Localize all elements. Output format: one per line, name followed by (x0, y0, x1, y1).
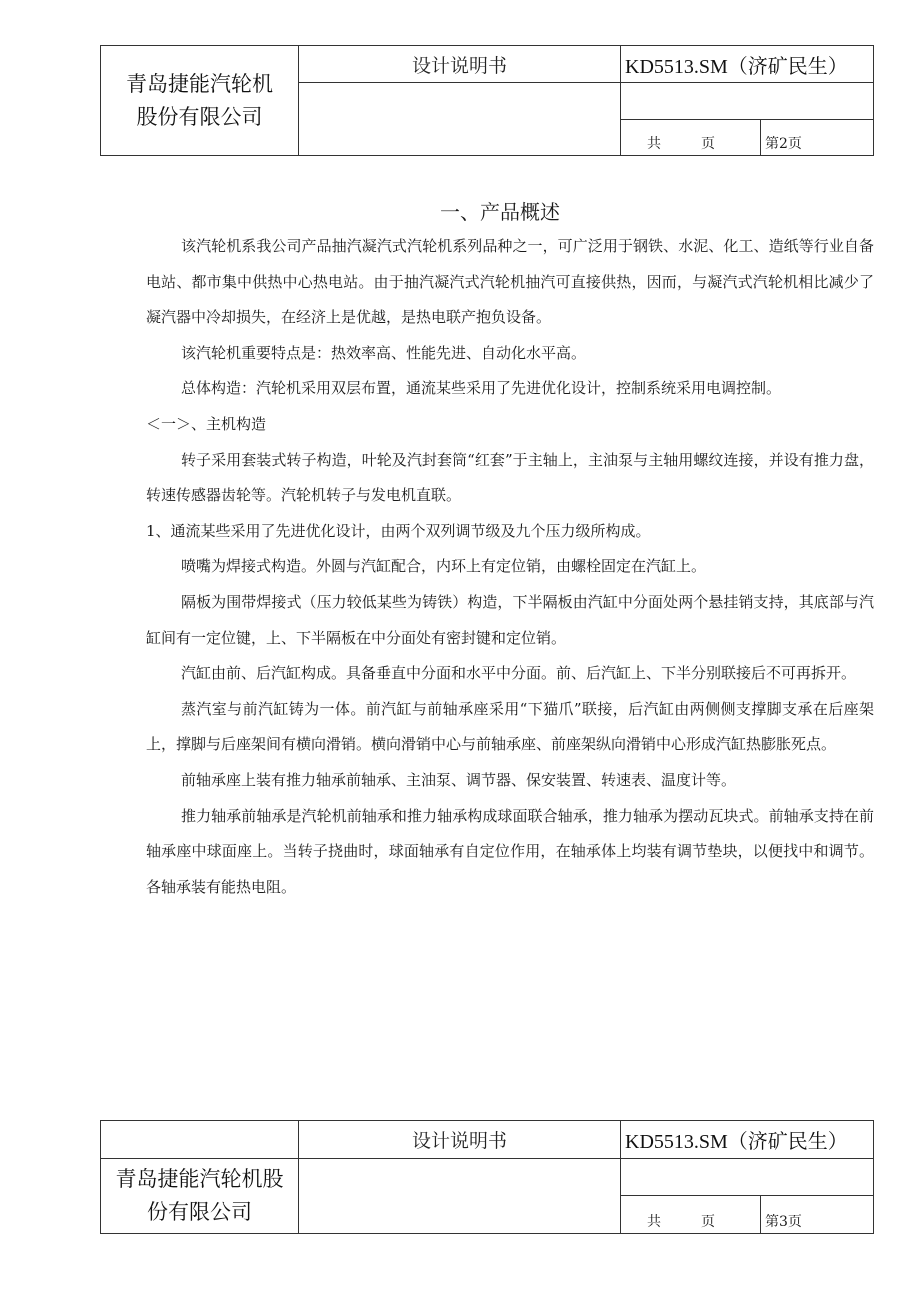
total-pages-cell (621, 1196, 761, 1234)
company-name-line2: 股份有限公司 (136, 104, 263, 129)
header-table-bottom (100, 1120, 874, 1234)
blank-cell (299, 1159, 621, 1234)
paragraph: 该汽轮机重要特点是：热效率高、性能先进、自动化水平高。 (181, 343, 587, 362)
paragraph: 汽缸由前、后汽缸构成。具备垂直中分面和水平中分面。前、后汽缸上、下半分别联接后不可再拆开。 (181, 664, 857, 683)
blank-cell (299, 83, 621, 156)
blank-cell (621, 83, 874, 120)
company-name-line1: 青岛捷能汽轮机股 (115, 1167, 284, 1192)
paragraph: 前轴承座上装有推力轴承前轴承、主油泵、调节器、保安装置、转速表、温度计等。 (181, 770, 737, 789)
page-number: 第2页 (761, 120, 874, 156)
header-table-top (100, 45, 874, 156)
blank-cell (621, 1159, 874, 1196)
doc-code: KD5513.SM（济矿民生） (621, 1121, 874, 1159)
doc-code: KD5513.SM（济矿民生） (621, 46, 874, 83)
section-title: 一、产品概述 (440, 200, 560, 224)
paragraph: 喷嘴为焊接式构造。外圆与汽缸配合，内环上有定位销，由螺栓固定在汽缸上。 (181, 557, 707, 576)
page-number: 第3页 (761, 1196, 874, 1234)
paragraph: 转子采用套装式转子构造，叶轮及汽封套筒“红套”于主轴上，主油泵与主轴用螺纹连接，并设有推力盘，转速传感器齿轮等。汽轮机转子与发电机直联。 (146, 450, 874, 505)
paragraph: 总体构造：汽轮机采用双层布置，通流某些采用了先进优化设计，控制系统采用电调控制。 (181, 379, 782, 398)
total-pages-cell (621, 120, 761, 156)
company-name-line1: 青岛捷能汽轮机 (126, 71, 273, 96)
paragraph: 隔板为围带焊接式（压力较低某些为铸铁）构造，下半隔板由汽缸中分面处两个悬挂销支持，其底部与汽缸间有一定位键，上、下半隔板在中分面处有密封键和定位销。 (146, 592, 874, 647)
doc-title: 设计说明书 (299, 1121, 621, 1159)
total-label: 共 (647, 1214, 661, 1230)
company-name (101, 46, 299, 156)
doc-title: 设计说明书 (299, 46, 621, 83)
blank-cell (101, 1121, 299, 1159)
paragraph: 推力轴承前轴承是汽轮机前轴承和推力轴承构成球面联合轴承，推力轴承为摆动瓦块式。前轴承支持在前轴承座中球面座上。当转子挠曲时，球面轴承有自定位作用，在轴承体上均装有调节垫块，以便找中和调节。各轴承装有能热电阻。 (146, 806, 874, 896)
paragraph: 该汽轮机系我公司产品抽汽凝汽式汽轮机系列品种之一，可广泛用于钢铁、水泥、化工、造纸等行业自备电站、都市集中供热中心热电站。由于抽汽凝汽式汽轮机抽汽可直接供热，因而，与凝汽式汽轮机相比减少了凝汽器中冷却损失，在经济上是优越，是热电联产抱负设备。 (146, 237, 874, 327)
total-label: 共 (647, 136, 661, 152)
pages-unit: 页 (701, 1214, 715, 1230)
pages-unit: 页 (701, 136, 715, 152)
paragraph: 蒸汽室与前汽缸铸为一体。前汽缸与前轴承座采用“下猫爪”联接，后汽缸由两侧侧支撑脚支承在后座架上，撑脚与后座架间有横向滑销。横向滑销中心与前轴承座、前座架纵向滑销中心形成汽缸热膨胀死点。 (146, 699, 874, 754)
company-name (101, 1159, 299, 1234)
subsection-heading: ＜一＞、主机构造 (146, 414, 267, 433)
numbered-item: 1、通流某些采用了先进优化设计，由两个双列调节级及九个压力级所构成。 (146, 521, 651, 540)
company-name-line2: 份有限公司 (147, 1200, 252, 1224)
document-body (146, 196, 874, 905)
